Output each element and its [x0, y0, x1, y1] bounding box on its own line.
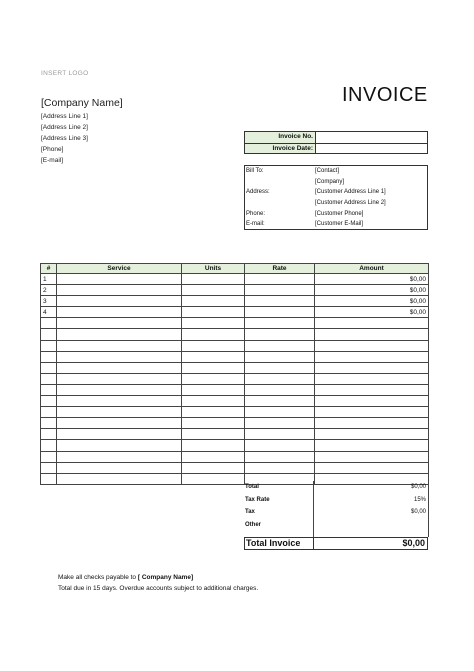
totals-section — [244, 481, 428, 531]
item-service[interactable] — [57, 462, 182, 473]
item-service[interactable] — [57, 274, 182, 285]
item-amount[interactable] — [315, 429, 429, 440]
other-value[interactable] — [314, 519, 428, 532]
item-number[interactable] — [41, 384, 57, 395]
checks-company: [ Company Name] — [137, 574, 194, 581]
item-rate[interactable] — [245, 373, 315, 384]
col-header-service: Service — [57, 264, 182, 274]
item-units[interactable] — [182, 429, 245, 440]
item-units[interactable] — [182, 440, 245, 451]
other-label: Other — [245, 521, 262, 528]
item-service[interactable] — [57, 451, 182, 462]
item-rate[interactable] — [245, 296, 315, 307]
item-amount[interactable]: $0,00 — [315, 274, 429, 285]
item-number[interactable] — [41, 318, 57, 329]
invoice-no-label: Invoice No. — [245, 132, 316, 143]
item-rate[interactable] — [245, 362, 315, 373]
bill-to-box — [244, 165, 428, 230]
table-row — [41, 351, 429, 362]
item-rate[interactable] — [245, 351, 315, 362]
item-service[interactable] — [57, 373, 182, 384]
bill-address-row-2 — [245, 198, 427, 209]
item-service[interactable] — [57, 340, 182, 351]
item-number[interactable] — [41, 407, 57, 418]
item-rate[interactable] — [245, 285, 315, 296]
item-number[interactable] — [41, 340, 57, 351]
item-amount[interactable] — [315, 418, 429, 429]
item-amount[interactable] — [315, 329, 429, 340]
item-rate[interactable] — [245, 384, 315, 395]
item-units[interactable] — [182, 340, 245, 351]
item-rate[interactable] — [245, 418, 315, 429]
tax-label: Tax — [245, 509, 255, 515]
item-amount[interactable] — [315, 440, 429, 451]
total-invoice-label: Total Invoice — [245, 538, 314, 549]
total-value: $0,00 — [410, 484, 426, 490]
item-rate[interactable] — [245, 429, 315, 440]
table-row — [41, 340, 429, 351]
invoice-meta-box — [244, 131, 428, 154]
company-address-line-3: [Address Line 3] — [41, 135, 88, 142]
item-rate[interactable] — [245, 462, 315, 473]
invoice-date-label: Invoice Date: — [245, 144, 316, 154]
item-service[interactable] — [57, 329, 182, 340]
invoice-date-value[interactable] — [316, 144, 427, 154]
item-units[interactable] — [182, 351, 245, 362]
table-row — [41, 418, 429, 429]
item-number[interactable] — [41, 429, 57, 440]
item-rate[interactable] — [245, 396, 315, 407]
col-header-units: Units — [182, 264, 245, 274]
total-invoice-box — [244, 537, 428, 550]
items-table — [40, 263, 429, 485]
item-amount[interactable]: $0,00 — [315, 296, 429, 307]
item-units[interactable] — [182, 473, 245, 484]
item-service[interactable] — [57, 440, 182, 451]
item-rate[interactable] — [245, 407, 315, 418]
bill-to-company[interactable]: [Company] — [315, 178, 345, 185]
item-number[interactable] — [41, 362, 57, 373]
bill-phone-label: Phone: — [246, 210, 266, 217]
item-units[interactable] — [182, 451, 245, 462]
item-rate[interactable] — [245, 340, 315, 351]
company-address-line-2: [Address Line 2] — [41, 124, 88, 131]
col-header-amount: Amount — [315, 264, 429, 274]
col-header-rate: Rate — [245, 264, 315, 274]
bill-email-row — [245, 219, 427, 230]
item-service[interactable] — [57, 407, 182, 418]
bill-to-row — [245, 166, 427, 177]
company-phone: [Phone] — [41, 146, 64, 153]
items-header-row — [41, 264, 429, 274]
invoice-no-value[interactable] — [316, 132, 427, 143]
bill-address-line-1[interactable]: [Customer Address Line 1] — [315, 189, 386, 196]
item-rate[interactable] — [245, 329, 315, 340]
item-number[interactable] — [41, 462, 57, 473]
table-row — [41, 440, 429, 451]
bill-company-row — [245, 177, 427, 188]
tax-row — [244, 506, 428, 519]
bill-to-label: Bill To: — [246, 168, 264, 174]
col-header-number: # — [41, 264, 57, 274]
table-row — [41, 318, 429, 329]
bill-phone[interactable]: [Customer Phone] — [315, 210, 364, 217]
item-rate[interactable] — [245, 307, 315, 318]
item-amount[interactable] — [315, 340, 429, 351]
table-row — [41, 362, 429, 373]
item-amount[interactable] — [315, 362, 429, 373]
item-amount[interactable]: $0,00 — [315, 285, 429, 296]
item-number[interactable]: 2 — [41, 285, 57, 296]
item-amount[interactable] — [315, 351, 429, 362]
table-row — [41, 407, 429, 418]
item-service[interactable] — [57, 318, 182, 329]
table-row — [41, 373, 429, 384]
bill-email-label: E-mail: — [246, 221, 265, 228]
item-amount[interactable] — [315, 318, 429, 329]
table-row — [41, 462, 429, 473]
item-service[interactable] — [57, 418, 182, 429]
tax-rate-row — [244, 494, 428, 507]
item-amount[interactable] — [315, 451, 429, 462]
item-number[interactable] — [41, 418, 57, 429]
item-number[interactable] — [41, 473, 57, 484]
item-number[interactable] — [41, 396, 57, 407]
tax-value: $0,00 — [410, 509, 426, 515]
item-service[interactable] — [57, 285, 182, 296]
tax-rate-label: Tax Rate — [245, 496, 270, 503]
table-row — [41, 274, 429, 285]
table-row — [41, 296, 429, 307]
item-rate[interactable] — [245, 318, 315, 329]
table-row — [41, 384, 429, 395]
item-units[interactable] — [182, 462, 245, 473]
item-number[interactable] — [41, 440, 57, 451]
bill-email[interactable]: [Customer E-Mail] — [315, 221, 364, 228]
invoice-title: INVOICE — [342, 84, 428, 106]
logo-placeholder: INSERT LOGO — [41, 70, 89, 77]
total-label: Total — [245, 484, 259, 490]
item-rate[interactable] — [245, 440, 315, 451]
item-units[interactable] — [182, 407, 245, 418]
item-units[interactable] — [182, 285, 245, 296]
company-address-line-1: [Address Line 1] — [41, 113, 88, 120]
bill-address-row — [245, 187, 427, 198]
table-row — [41, 307, 429, 318]
table-row — [41, 329, 429, 340]
item-units[interactable] — [182, 296, 245, 307]
item-service[interactable] — [57, 362, 182, 373]
total-invoice-value: $0,00 — [402, 538, 425, 548]
item-number[interactable]: 1 — [41, 274, 57, 285]
item-units[interactable] — [182, 362, 245, 373]
item-amount[interactable]: $0,00 — [315, 307, 429, 318]
item-service[interactable] — [57, 307, 182, 318]
invoice-no-row — [245, 132, 427, 143]
item-number[interactable]: 3 — [41, 296, 57, 307]
table-row — [41, 396, 429, 407]
checks-prefix: Make all checks payable to — [58, 574, 138, 581]
item-amount[interactable] — [315, 407, 429, 418]
item-units[interactable] — [182, 329, 245, 340]
bill-address-label: Address: — [246, 189, 270, 196]
item-service[interactable] — [57, 429, 182, 440]
item-service[interactable] — [57, 396, 182, 407]
item-units[interactable] — [182, 396, 245, 407]
item-rate[interactable] — [245, 274, 315, 285]
item-amount[interactable] — [315, 396, 429, 407]
bill-to-contact[interactable]: [Contact] — [315, 168, 340, 174]
payment-instructions — [58, 574, 193, 581]
item-number[interactable] — [41, 451, 57, 462]
item-amount[interactable] — [315, 373, 429, 384]
item-units[interactable] — [182, 318, 245, 329]
company-name: [Company Name] — [41, 97, 123, 109]
item-number[interactable] — [41, 351, 57, 362]
company-email: [E-mail] — [41, 157, 64, 164]
totals-right-border — [428, 481, 429, 537]
item-units[interactable] — [182, 373, 245, 384]
item-number[interactable] — [41, 329, 57, 340]
other-row — [244, 519, 428, 532]
bill-address-line-2[interactable]: [Customer Address Line 2] — [315, 200, 386, 207]
item-number[interactable]: 4 — [41, 307, 57, 318]
item-units[interactable] — [182, 384, 245, 395]
item-service[interactable] — [57, 351, 182, 362]
item-amount[interactable] — [315, 462, 429, 473]
payment-terms: Total due in 15 days. Overdue accounts subject to additional charges. — [58, 585, 259, 592]
tax-rate-value[interactable]: 15% — [413, 496, 426, 503]
item-units[interactable] — [182, 307, 245, 318]
item-units[interactable] — [182, 418, 245, 429]
item-service[interactable] — [57, 296, 182, 307]
bill-phone-row — [245, 209, 427, 220]
item-service[interactable] — [57, 384, 182, 395]
item-number[interactable] — [41, 373, 57, 384]
item-amount[interactable] — [315, 384, 429, 395]
item-rate[interactable] — [245, 451, 315, 462]
item-service[interactable] — [57, 473, 182, 484]
table-row — [41, 429, 429, 440]
total-row — [244, 481, 428, 494]
table-row — [41, 285, 429, 296]
item-units[interactable] — [182, 274, 245, 285]
invoice-date-row — [245, 143, 427, 154]
table-row — [41, 451, 429, 462]
